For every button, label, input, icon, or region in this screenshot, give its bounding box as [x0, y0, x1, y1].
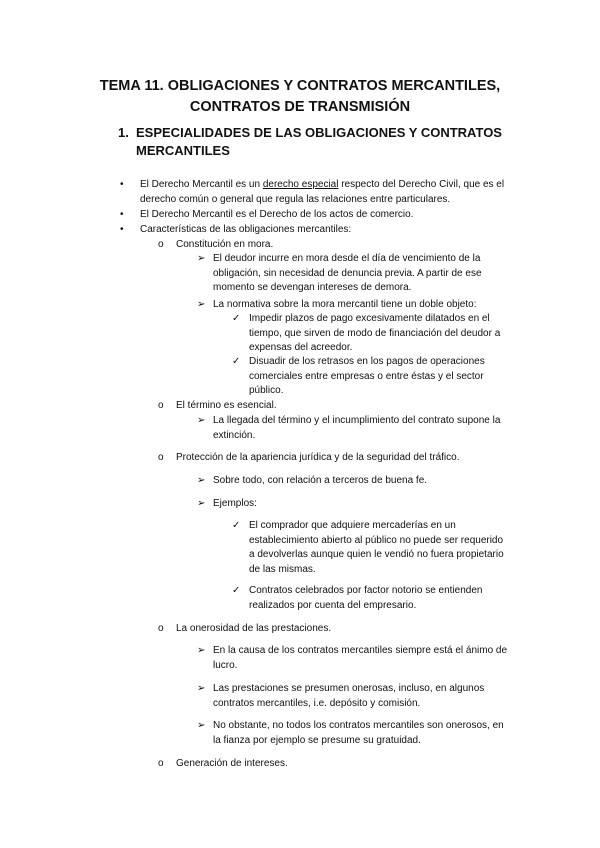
- onerosidad-item-3-line-1: No obstante, no todos los contratos mercantiles son onerosos, en: [213, 720, 504, 731]
- bullet-3: Características de las obligaciones mercantiles:: [140, 224, 352, 235]
- checkmark-icon: ✓: [232, 313, 241, 324]
- circle-bullet-icon: o: [158, 623, 164, 634]
- proteccion-check-1: [249, 519, 539, 577]
- constitucion-check-2: [249, 355, 539, 399]
- document-title-line-2: CONTRATOS DE TRANSMISIÓN: [189, 99, 411, 115]
- constitucion-item-1: [213, 252, 543, 296]
- proteccion-check-1-line-3: a devolverlas aunque quien le vendió no fuera propietario: [249, 549, 504, 560]
- checkmark-icon: ✓: [232, 520, 241, 531]
- checkmark-icon: ✓: [232, 585, 241, 596]
- section-number: 1.: [118, 125, 129, 140]
- circle-bullet-icon: o: [158, 400, 164, 411]
- section-heading-line-2: MERCANTILES: [136, 143, 230, 158]
- onerosidad-item-2-line-2: contratos mercantiles, i.e. depósito y comisión.: [213, 697, 421, 709]
- onerosidad-item-3: [213, 719, 543, 748]
- circle-bullet-icon: o: [158, 758, 164, 769]
- proteccion-check-2-line-2: realizados por cuenta del empresario.: [249, 599, 417, 611]
- arrow-bullet-icon: ➢: [197, 253, 206, 264]
- onerosidad-item-3-line-2: la fianza por ejemplo se presume su gratuidad.: [213, 734, 421, 746]
- bullet-1-line-2: derecho común o general que regula las relaciones entre particulares.: [140, 193, 451, 205]
- onerosidad-item-1: [213, 644, 543, 673]
- onerosidad-title: La onerosidad de las prestaciones.: [176, 623, 332, 634]
- constitucion-item-2: La normativa sobre la mora mercantil tiene un doble objeto:: [213, 299, 477, 310]
- arrow-bullet-icon: ➢: [197, 498, 206, 509]
- proteccion-check-1-line-4: de las mismas.: [249, 563, 316, 575]
- arrow-bullet-icon: ➢: [197, 299, 206, 310]
- bullet-1-text-pre: El Derecho Mercantil es un: [140, 179, 263, 190]
- checkmark-icon: ✓: [232, 356, 241, 367]
- constitucion-check-2-line-3: público.: [249, 385, 284, 396]
- proteccion-check-2: [249, 584, 539, 613]
- proteccion-check-2-line-1: Contratos celebrados por factor notorio se entienden: [249, 585, 483, 596]
- bullet-1-line-1: [140, 178, 540, 193]
- constitucion-item-1-line-2: obligación, sin necesidad de denuncia previa. A partir de ese: [213, 267, 482, 279]
- onerosidad-item-2-line-1: Las prestaciones se presumen onerosas, incluso, en algunos: [213, 683, 485, 694]
- arrow-bullet-icon: ➢: [197, 720, 206, 731]
- onerosidad-item-1-line-2: lucro.: [213, 659, 238, 671]
- constitucion-check-2-line-1: Disuadir de los retrasos en los pagos de operaciones: [249, 356, 485, 367]
- termino-title: El término es esencial.: [176, 400, 277, 411]
- proteccion-item-1: Sobre todo, con relación a terceros de buena fe.: [213, 475, 428, 486]
- onerosidad-item-2: [213, 682, 543, 711]
- section-heading-line-1: ESPECIALIDADES DE LAS OBLIGACIONES Y CONTRATOS: [136, 125, 502, 140]
- circle-bullet-icon: o: [158, 239, 164, 250]
- constitucion-item-1-line-3: momento se devengan intereses de demora.: [213, 282, 412, 293]
- onerosidad-item-1-line-1: En la causa de los contratos mercantiles siempre está el ánimo de: [213, 645, 508, 656]
- constitucion-check-1-line-1: Impedir plazos de pago excesivamente dilatados en el: [249, 313, 490, 324]
- constitucion-title: Constitución en mora.: [176, 239, 274, 250]
- proteccion-title: Protección de la apariencia jurídica y de la seguridad del tráfico.: [176, 452, 460, 463]
- arrow-bullet-icon: ➢: [197, 683, 206, 694]
- constitucion-check-1-line-3: expensas del acreedor.: [249, 342, 353, 353]
- bullet-1: [140, 178, 540, 207]
- proteccion-item-2: Ejemplos:: [213, 498, 257, 509]
- document-title-line-1: TEMA 11. OBLIGACIONES Y CONTRATOS MERCANTILES,: [99, 78, 501, 94]
- bullet-1-text-post: respecto del Derecho Civil, que es el: [338, 179, 505, 190]
- termino-item-1-line-1: La llegada del término y el incumplimiento del contrato supone la: [213, 415, 501, 426]
- bullet-dot-icon: •: [120, 209, 124, 220]
- generacion-title: Generación de intereses.: [176, 758, 288, 769]
- bullet-2: El Derecho Mercantil es el Derecho de los actos de comercio.: [140, 209, 414, 220]
- constitucion-check-1-line-2: tiempo, que sirven de modo de financiación del deudor a: [249, 327, 501, 339]
- constitucion-check-2-line-2: comerciales entre empresas o entre éstas y el sector: [249, 370, 484, 382]
- proteccion-check-1-line-2: establecimiento abierto al público no puede ser requerido: [249, 534, 504, 546]
- arrow-bullet-icon: ➢: [197, 475, 206, 486]
- bullet-dot-icon: •: [120, 179, 124, 190]
- proteccion-check-1-line-1: El comprador que adquiere mercaderías en un: [249, 520, 456, 531]
- bullet-dot-icon: •: [120, 224, 124, 235]
- termino-item-1-line-2: extinción.: [213, 429, 256, 441]
- termino-item-1: [213, 414, 543, 443]
- arrow-bullet-icon: ➢: [197, 415, 206, 426]
- constitucion-item-1-line-1: El deudor incurre en mora desde el día de vencimiento de la: [213, 253, 481, 264]
- arrow-bullet-icon: ➢: [197, 645, 206, 656]
- constitucion-check-1: [249, 312, 539, 356]
- circle-bullet-icon: o: [158, 452, 164, 463]
- bullet-1-underlined: derecho especial: [262, 179, 339, 190]
